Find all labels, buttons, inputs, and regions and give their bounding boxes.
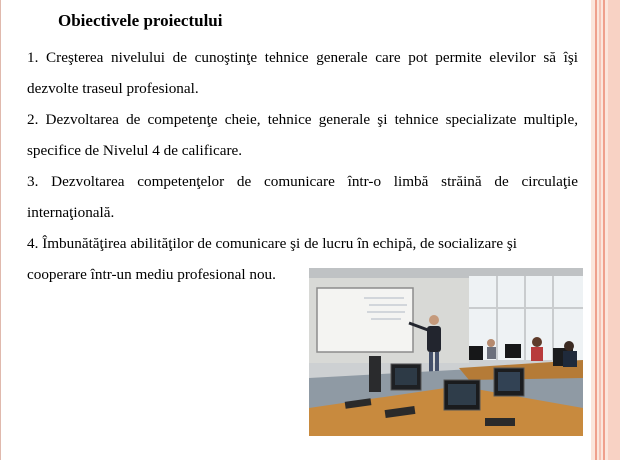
border-stripe: [595, 0, 597, 460]
slide-title: Obiectivele proiectului: [58, 11, 223, 30]
border-stripe: [608, 0, 620, 460]
objective-3: 3. Dezvoltarea competenţelor de comunicare într-o limbă străină de circulaţie internaţională.: [27, 173, 578, 221]
objective-2: 2. Dezvoltarea de competenţe cheie, tehnice generale şi tehnice specializate multiple, specifice de Nivelul 4 de calificare.: [27, 111, 578, 159]
objective-1: 1. Creşterea nivelului de cunoştinţe tehnice generale care pot permite elevilor să îşi dezvolte traseul profesional.: [27, 49, 578, 97]
classroom-photo: [309, 268, 583, 436]
left-edge-line: [0, 0, 1, 460]
border-stripe: [599, 0, 601, 460]
objective-4-line-1: 4. Îmbunătăţirea abilităţilor de comunicare şi de lucru în echipă, de socializare şi: [27, 235, 518, 252]
objective-4-line-2: cooperare într-un mediu profesional nou.: [27, 266, 276, 283]
border-stripe: [603, 0, 605, 460]
